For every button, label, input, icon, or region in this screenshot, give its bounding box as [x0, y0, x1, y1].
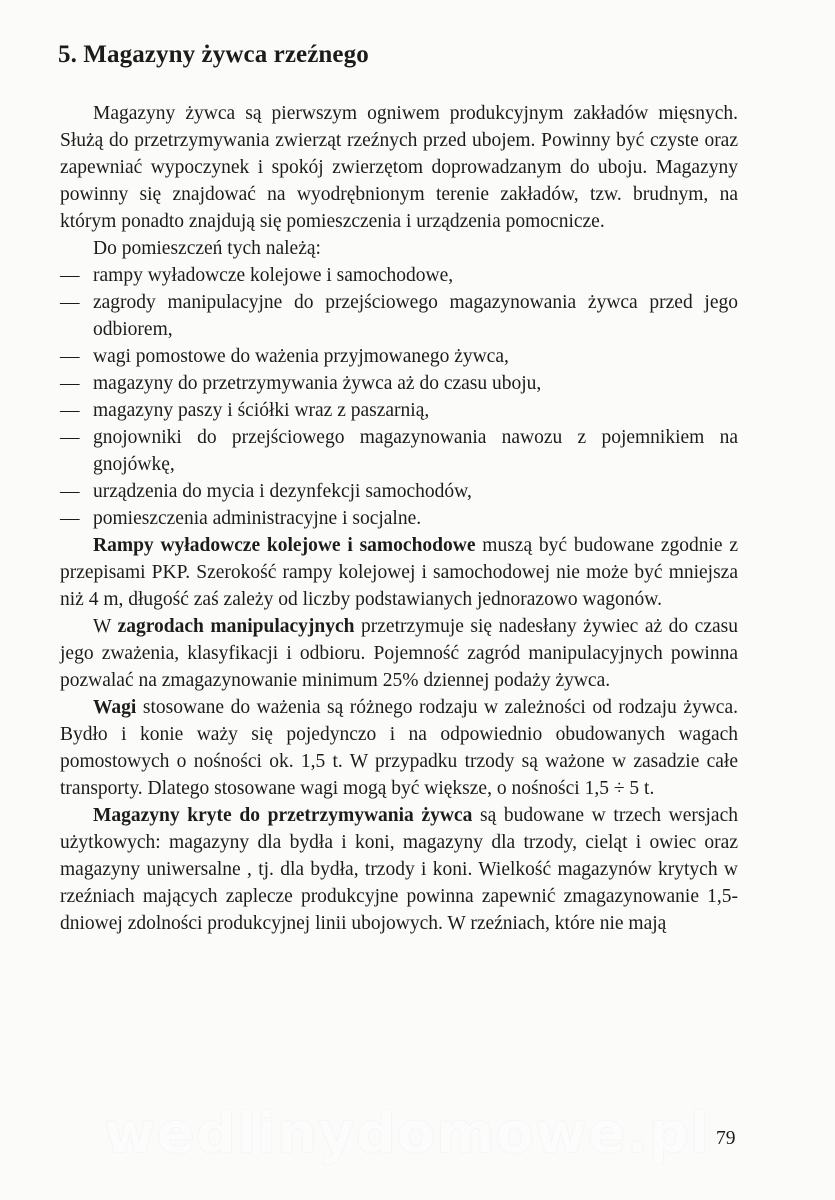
facilities-list	[60, 262, 738, 532]
dash-bullet: —	[60, 400, 80, 421]
dash-bullet: —	[60, 427, 80, 448]
dash-bullet: —	[60, 508, 80, 529]
dash-bullet: —	[60, 373, 80, 394]
list-item-text: zagrody manipulacyjne do przejściowego magazynowania żywca przed jego odbiorem,	[93, 292, 738, 340]
magazyny-kryte-text: są budowane w trzech wersjach użytkowych: magazyny dla bydła i koni, magazyny dla trzody, cieląt i owiec oraz magazyny uniwersalne , tj. dla bydła, trzody i koni. Wielkość magazynów krytych w rzeźniach mających zaplecze produkcyjne powinna zapewnić zmagazynowanie 1,5-dniowej zdolności produkcyjnej linii ubojowych. W rzeźniach, które nie mają	[60, 805, 738, 934]
rampy-text: muszą być budowane zgodnie z przepisami PKP. Szerokość rampy kolejowej i samochodowej nie może być mniejsza niż 4 m, długość zaś zależy od liczby podstawianych jednorazowo wagonów.	[60, 535, 738, 610]
wagi-text: stosowane do ważenia są różnego rodzaju w zależności od rodzaju żywca. Bydło i konie waży się pojedynczo i na odpowiednio obudowanych wagach pomostowych o nośności ok. 1,5 t. W przypadku trzody są ważone w zasadzie całe transporty. Dlatego stosowane wagi mogą być większe, o nośności 1,5 ÷ 5 t.	[60, 697, 738, 799]
wagi-term: Wagi	[93, 697, 137, 718]
list-item	[60, 478, 738, 505]
list-item	[60, 289, 738, 343]
dash-bullet: —	[60, 265, 80, 286]
rampy-term: Rampy wyładowcze kolejowe i samochodowe	[93, 535, 476, 556]
rampy-paragraph	[60, 532, 738, 613]
list-item-text: magazyny paszy i ściółki wraz z paszarnią,	[93, 400, 430, 421]
list-item-text: rampy wyładowcze kolejowe i samochodowe,	[93, 265, 454, 286]
list-item	[60, 424, 738, 478]
magazyny-kryte-term: Magazyny kryte do przetrzymywania żywca	[93, 805, 473, 826]
dash-bullet: —	[60, 481, 80, 502]
list-item	[60, 370, 738, 397]
wagi-paragraph	[60, 694, 738, 802]
dash-bullet: —	[60, 346, 80, 367]
list-item	[60, 505, 738, 532]
zagrody-paragraph	[60, 613, 738, 694]
list-item-text: magazyny do przetrzymywania żywca aż do czasu uboju,	[93, 373, 542, 394]
magazyny-kryte-paragraph	[60, 802, 738, 937]
list-intro: Do pomieszczeń tych należą:	[93, 238, 321, 259]
zagrody-text: przetrzymuje się nadesłany żywiec aż do czasu jego zważenia, klasyfikacji i odbioru. Pojemność zagród manipulacyjnych powinna pozwalać na zmagazynowanie minimum 25% dziennej podaży żywca.	[60, 616, 738, 691]
zagrody-prefix: W	[93, 616, 118, 637]
body-text	[60, 100, 738, 937]
list-item-text: pomieszczenia administracyjne i socjalne.	[93, 508, 422, 529]
zagrody-term: zagrodach manipulacyjnych	[117, 616, 355, 637]
list-item	[60, 262, 738, 289]
list-item-text: gnojowniki do przejściowego magazynowania nawozu z pojemnikiem na gnojówkę,	[93, 427, 738, 475]
page-number: 79	[716, 1128, 736, 1149]
list-item-text: wagi pomostowe do ważenia przyjmowanego żywca,	[93, 346, 509, 367]
list-item	[60, 397, 738, 424]
list-item-text: urządzenia do mycia i dezynfekcji samochodów,	[93, 481, 472, 502]
dash-bullet: —	[60, 292, 80, 313]
intro-paragraph: Magazyny żywca są pierwszym ogniwem produkcyjnym zakładów mięsnych. Służą do przetrzymywania zwierząt rzeźnych przed ubojem. Powinny być czyste oraz zapewniać wypoczynek i spokój zwierzętom doprowadzanym do uboju. Magazyny powinny się znajdować na wyodrębnionym terenie zakładów, tzw. brudnym, na którym ponadto znajdują się pomieszczenia i urządzenia pomocnicze.	[60, 103, 738, 232]
list-item	[60, 343, 738, 370]
watermark: wedlinydomowe.pl	[104, 1101, 711, 1166]
section-heading: 5. Magazyny żywca rzeźnego	[58, 41, 369, 68]
